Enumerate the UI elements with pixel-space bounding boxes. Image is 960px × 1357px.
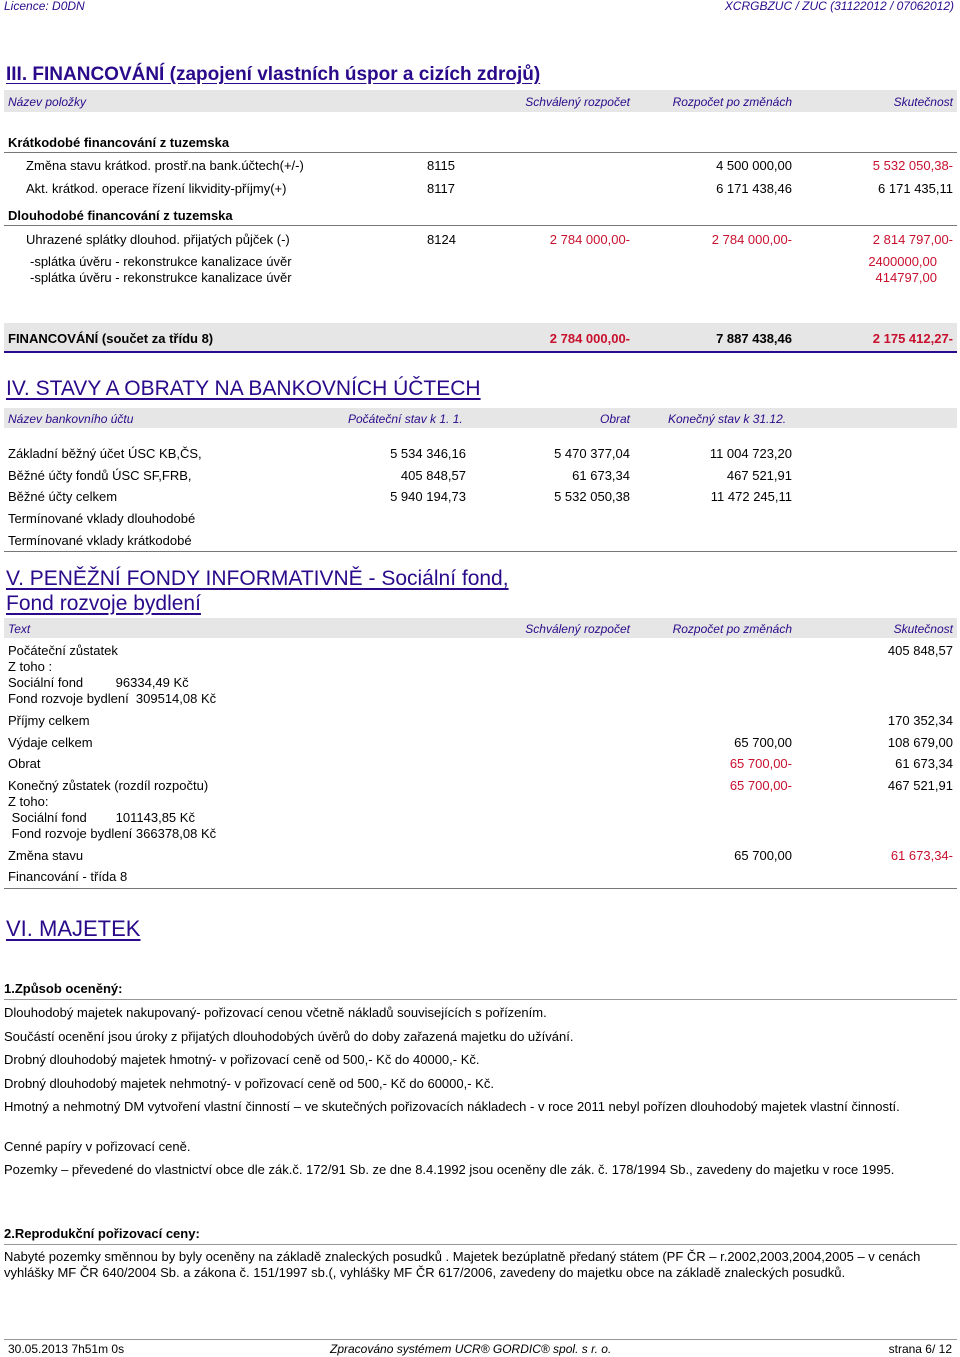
turnover-actual: 61 673,34: [895, 756, 953, 771]
change-actual: 61 673,34-: [890, 848, 953, 863]
col-after-changes: Rozpočet po změnách: [672, 95, 792, 109]
row-after: 2 784 000,00-: [711, 232, 792, 247]
turnover-label: Obrat: [8, 756, 41, 771]
sub-row-name: -splátka úvěru - rekonstrukce kanalizace úvěr: [30, 270, 292, 285]
sub-row-name: -splátka úvěru - rekonstrukce kanalizace úvěr: [30, 254, 292, 269]
divider: [4, 999, 957, 1000]
closing-line: Sociální fond 101143,85 Kč: [8, 810, 195, 825]
expenses-after: 65 700,00: [734, 735, 792, 750]
col-account-name: Název bankovního účtu: [8, 412, 134, 426]
row-code: 8115: [427, 158, 455, 173]
row-after: 6 171 438,46: [716, 181, 792, 196]
closing-after: 65 700,00-: [729, 778, 792, 793]
income-label: Příjmy celkem: [8, 713, 90, 728]
account-turnover: 61 673,34: [572, 468, 630, 483]
divider: [4, 888, 957, 889]
section-4-title: IV. STAVY A OBRATY NA BANKOVNÍCH ÚČTECH: [6, 377, 481, 400]
row-code: 8124: [427, 232, 456, 247]
row-after: 4 500 000,00: [716, 158, 792, 173]
turnover-after: 65 700,00-: [729, 756, 792, 771]
closing-actual: 467 521,91: [887, 778, 953, 793]
col-actual: Skutečnost: [893, 622, 953, 636]
account-end: 467 521,91: [726, 468, 792, 483]
divider: [4, 225, 957, 226]
divider: [4, 152, 957, 153]
licence-label: Licence: D0DN: [4, 0, 85, 13]
account-name: Termínované vklady krátkodobé: [8, 533, 192, 548]
paragraph: Drobný dlouhodobý majetek nehmotný- v pořizovací ceně od 500,- Kč do 60000,- Kč.: [4, 1076, 494, 1091]
section-3-title: III. FINANCOVÁNÍ (zapojení vlastních úspor a cizích zdrojů): [6, 64, 541, 85]
short-term-heading: Krátkodobé financování z tuzemska: [8, 135, 230, 150]
account-end: 11 472 245,11: [710, 489, 792, 504]
document-code: XCRGBZUC / ZUC (31122012 / 07062012): [724, 0, 954, 13]
footer-date: 30.05.2013 7h51m 0s: [8, 1342, 125, 1356]
account-turnover: 5 532 050,38: [554, 489, 630, 504]
row-actual: 5 532 050,38-: [872, 158, 953, 173]
col-actual: Skutečnost: [893, 95, 953, 109]
col-after-changes: Rozpočet po změnách: [672, 622, 792, 636]
divider: [4, 551, 957, 552]
col-approved: Schválený rozpočet: [525, 95, 630, 109]
footer-page: strana 6/ 12: [888, 1342, 952, 1356]
paragraph: Cenné papíry v pořizovací ceně.: [4, 1139, 191, 1154]
row-approved: 2 784 000,00-: [549, 232, 630, 247]
col-end: Konečný stav k 31.12.: [668, 412, 787, 426]
opening-line: Z toho :: [8, 659, 53, 674]
subheading-valuation: 1.Způsob oceněný:: [4, 981, 123, 996]
long-term-heading: Dlouhodobé financování z tuzemska: [8, 208, 233, 223]
income-actual: 170 352,34: [887, 713, 953, 728]
paragraph: Hmotný a nehmotný DM vytvoření vlastní činností – ve skutečných pořizovacích nákladech - v roce 2011 nebyl pořízen dlouhodobý majetek vlastní činností.: [4, 1099, 900, 1114]
row-actual: 2 814 797,00-: [872, 232, 953, 247]
section-5-title: V. PENĚŽNÍ FONDY INFORMATIVNĚ - Sociální fond,: [6, 567, 509, 590]
change-after: 65 700,00: [734, 848, 792, 863]
account-name: Běžné účty celkem: [8, 489, 118, 504]
account-end: 11 004 723,20: [709, 446, 792, 461]
opening-label: Počáteční zůstatek: [8, 643, 118, 658]
sub-row-actual: 2400000,00: [868, 254, 937, 269]
paragraph: Nabyté pozemky směnnou by byly oceněny na základě znaleckých posudků . Majetek bezúplatně předaný státem (PF ČR – r.2002,2003,2004,2005 – v cenách vyhlášky MF ČR 640/2004 Sb. a zákona č. 151/1997 sb.(, vyhlášky MF ČR 617/2006, zavedeny do majetku obce na základě znaleckých posudků.: [4, 1249, 921, 1280]
row-name: Akt. krátkod. operace řízení likvidity-příjmy(+): [26, 181, 287, 196]
expenses-label: Výdaje celkem: [8, 735, 93, 750]
row-name: Uhrazené splátky dlouhod. přijatých půjček (-): [26, 232, 290, 247]
footer-divider: [4, 1339, 957, 1340]
subheading-replacement: 2.Reprodukční pořizovací ceny:: [4, 1226, 200, 1241]
col-item-name: Název položky: [8, 95, 87, 109]
col-start: Počáteční stav k 1. 1.: [348, 412, 463, 426]
paragraph: Součástí ocenění jsou úroky z přijatých dlouhodobých úvěrů do doby zařazená majetku do užívání.: [4, 1029, 574, 1044]
opening-actual: 405 848,57: [887, 643, 953, 658]
opening-line: Fond rozvoje bydlení 309514,08 Kč: [8, 691, 217, 706]
total-actual: 2 175 412,27-: [872, 331, 953, 346]
total-name: FINANCOVÁNÍ (součet za třídu 8): [8, 331, 214, 346]
closing-label: Konečný zůstatek (rozdíl rozpočtu): [8, 778, 209, 793]
closing-line: Z toho:: [8, 794, 49, 809]
row-actual: 6 171 435,11: [878, 181, 953, 196]
financing-label: Financování - třída 8: [8, 869, 128, 884]
paragraph: Drobný dlouhodobý majetek hmotný- v pořizovací ceně od 500,- Kč do 40000,- Kč.: [4, 1052, 480, 1067]
closing-line: Fond rozvoje bydlení 366378,08 Kč: [8, 826, 217, 841]
footer-system: Zpracováno systémem UCR® GORDIC® spol. s r. o.: [330, 1342, 612, 1356]
total-after: 7 887 438,46: [716, 331, 792, 346]
account-name: Běžné účty fondů ÚSC SF,FRB,: [8, 468, 192, 483]
total-approved: 2 784 000,00-: [549, 331, 630, 346]
account-turnover: 5 470 377,04: [554, 446, 630, 461]
account-start: 5 534 346,16: [390, 446, 466, 461]
account-start: 405 848,57: [400, 468, 466, 483]
section-5-title-2: Fond rozvoje bydlení: [6, 592, 201, 615]
change-label: Změna stavu: [8, 848, 84, 863]
expenses-actual: 108 679,00: [887, 735, 953, 750]
col-text: Text: [8, 622, 31, 636]
sub-row-actual: 414797,00: [875, 270, 937, 285]
col-turnover: Obrat: [599, 412, 630, 426]
row-code: 8117: [427, 181, 455, 196]
account-name: Základní běžný účet ÚSC KB,ČS,: [8, 446, 202, 461]
opening-line: Sociální fond 96334,49 Kč: [8, 675, 189, 690]
divider: [4, 1244, 957, 1245]
section-6-title: VI. MAJETEK: [6, 916, 141, 941]
row-name: Změna stavu krátkod. prostř.na bank.účtech(+/-): [26, 158, 304, 173]
account-start: 5 940 194,73: [390, 489, 466, 504]
account-name: Termínované vklady dlouhodobé: [8, 511, 196, 526]
paragraph: Pozemky – převedené do vlastnictví obce dle zák.č. 172/91 Sb. ze dne 8.4.1992 jsou oceněny dle zák. č. 178/1994 Sb., zavedeny do majetku v roce 1995.: [4, 1162, 895, 1177]
col-approved: Schválený rozpočet: [525, 622, 630, 636]
paragraph: Dlouhodobý majetek nakupovaný- pořizovací cenou včetně nákladů souvisejících s pořízením.: [4, 1005, 547, 1020]
